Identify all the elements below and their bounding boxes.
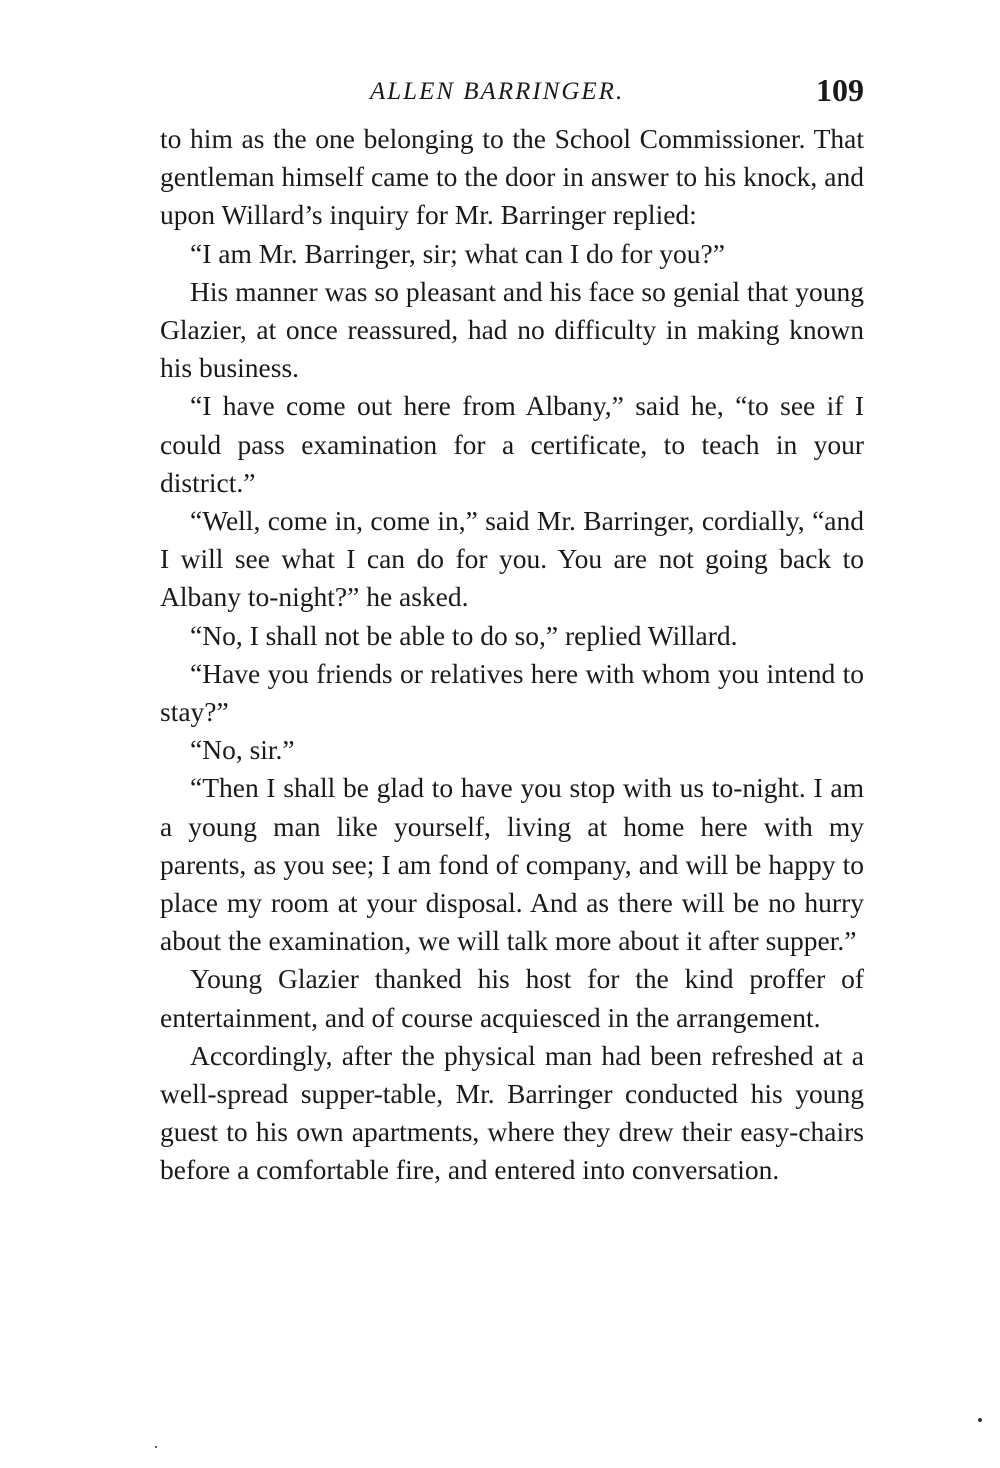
paragraph: “Well, come in, come in,” said Mr. Barringer, cordially, “and I will see what I can do for you. You are not going back to Albany to-night?” he asked. — [160, 505, 864, 613]
paragraph: “No, I shall not be able to do so,” replied Willard. — [190, 619, 738, 651]
paragraph: “I have come out here from Albany,” said he, “to see if I could pass examination for a certificate, to teach in your district.” — [160, 390, 864, 498]
paragraph: “Have you friends or relatives here with whom you intend to stay?” — [160, 657, 864, 728]
paragraph: Young Glazier thanked his host for the kind proffer of entertainment, and of course acquiesced in the arrangement. — [160, 963, 864, 1033]
paragraph: to him as the one belonging to the School Commissioner. That gentleman himself came to the door in answer to his knock, and upon Willard’s inquiry for Mr. Barringer replied: — [160, 123, 864, 231]
paragraph: “No, sir.” — [190, 734, 295, 766]
running-title: ALLEN BARRINGER. — [370, 78, 625, 105]
print-speck — [978, 1418, 982, 1422]
paragraph: “I am Mr. Barringer, sir; what can I do for you?” — [190, 237, 725, 269]
paragraph: His manner was so pleasant and his face so genial that young Glazier, at once reassured, had no difficulty in making known his business. — [160, 275, 864, 384]
running-head — [160, 70, 864, 120]
body-text — [160, 120, 864, 1190]
paragraph: Accordingly, after the physical man had been refreshed at a well-spread supper-table, Mr. Barringer conducted his young guest to his own apartments, where they drew their easy-chairs before a comfortable fire, and entered into conversation. — [160, 1039, 864, 1186]
page-number: 109 — [816, 72, 864, 108]
book-page — [160, 70, 864, 1190]
print-speck — [155, 1446, 157, 1448]
paragraph: “Then I shall be glad to have you stop with us to-night. I am a young man like yourself, living at home here with my parents, as you see; I am fond of company, and will be happy to place my room at your disposal. And as there will be no hurry about the examination, we will talk more about it after supper.” — [160, 772, 864, 957]
